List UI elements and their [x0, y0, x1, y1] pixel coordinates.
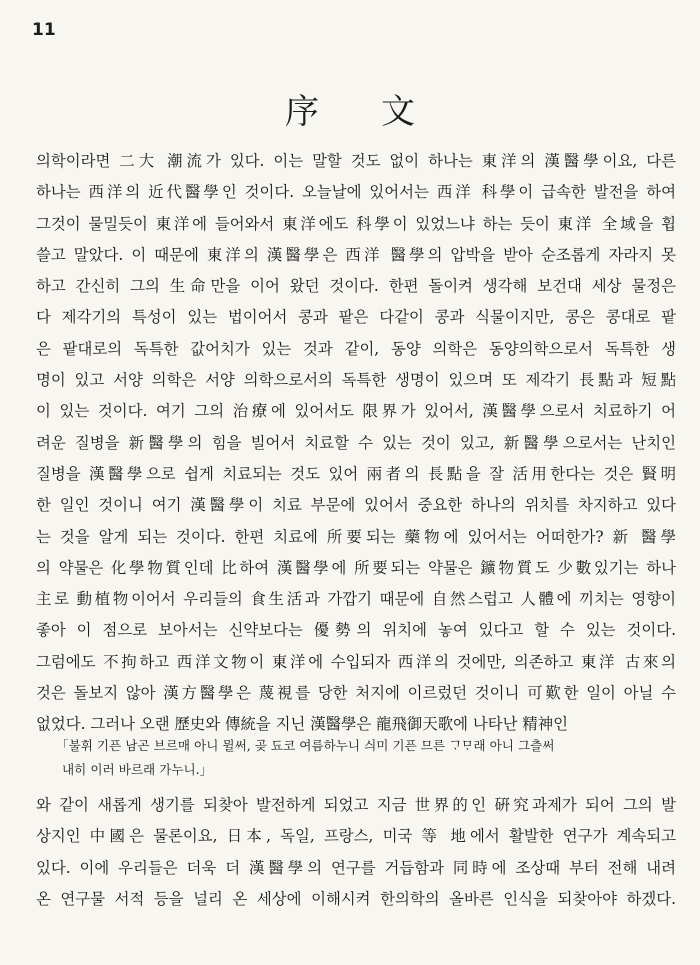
- quote-line: 내히 이러 바르래 가누니.」: [62, 762, 213, 777]
- text-line: 있다. 이에 우리들은 더욱 더 漢醫學의 연구를 거듭함과 同時에 조상때 부터 전해 내려: [36, 858, 676, 877]
- text-line: 쓸고 말았다. 이 때문에 東洋의 漢醫學은 西洋 醫學의 압박을 받아 순조롭게 자라지 못: [36, 245, 676, 264]
- text-line: 것은 돌보지 않아 漢方醫學은 蔑視를 당한 처지에 이르렀던 것이니 可歎한 일이 아닐 수: [36, 684, 676, 703]
- text-line: 그럼에도 不拘하고 西洋文物이 東洋에 수입되자 西洋의 것에만, 의존하고 東洋 古來의: [36, 652, 676, 671]
- text-line: 의학이라면 二大 潮流가 있다. 이는 말할 것도 없이 하나는 東洋의 漢醫學이요, 다른: [36, 152, 676, 170]
- text-line: 좋아 이 점으로 보아서는 신약보다는 優勢의 위치에 놓여 있다고 할 수 있는 것이다.: [36, 621, 676, 640]
- text-line: 와 같이 새롭게 생기를 되찾아 발전하게 되었고 지금 世界的인 硏究과제가 되어 그의 발: [36, 796, 676, 814]
- text-line: 질병을 漢醫學으로 쉽게 치료되는 것도 있어 兩者의 長點을 잘 活用한다는 것은 賢明: [36, 464, 676, 483]
- text-line: 온 연구물 서적 등을 널리 온 세상에 이해시켜 한의학의 올바른 인식을 되찾아야 하겠다.: [36, 889, 676, 908]
- text-line: 려운 질병을 新醫學의 힘을 빌어서 치료할 수 있는 것이 있고, 新醫學으로서는 난치인: [36, 433, 676, 452]
- quotation-block: [56, 734, 666, 782]
- text-line: 는 것을 알게 되는 것이다. 한편 치료에 所要되는 藥物에 있어서는 어떠한가? 新 醫學: [36, 527, 676, 546]
- text-line: 명이 있고 서양 의학은 서양 의학으로서의 독특한 생명이 있으며 또 제각기 長點과 短點: [36, 371, 676, 390]
- text-line: 하고 간신히 그의 生命만을 이어 왔던 것이다. 한편 돌이켜 생각해 보건대 세상 물정은: [36, 277, 676, 296]
- preface-paragraph-1: [36, 146, 676, 741]
- text-line: 없었다. 그러나 오랜 歷史와 傳統을 지닌 漢醫學은 龍飛御天歌에 나타난 精神인: [36, 715, 569, 734]
- text-line: 하나는 西洋의 近代醫學인 것이다. 오늘날에 있어서는 西洋 科學이 급속한 발전을 하여: [36, 183, 676, 202]
- page-title: 序文: [285, 92, 477, 132]
- text-line: 다 제각기의 특성이 있는 법이어서 콩과 팥은 다같이 콩과 식물이지만, 콩은 콩대로 팥: [36, 308, 676, 327]
- text-line: 한 일인 것이니 여기 漢醫學이 치료 부문에 있어서 중요한 하나의 위치를 차지하고 있다: [36, 496, 676, 515]
- quote-line: 「불휘 기픈 남곤 브르매 아니 뮐써, 곶 됴코 여름하누니 싀미 기픈 므른 ᄀᆞᄆᆞ래 아니 그츨써: [56, 738, 555, 753]
- text-line: 이 있는 것이다. 여기 그의 治療에 있어서도 限界가 있어서, 漢醫學으로서 치료하기 어: [36, 402, 676, 421]
- page-number: 11: [32, 20, 56, 40]
- text-line: 의 약물은 化學物質인데 比하여 漢醫學에 所要되는 약물은 鑛物質도 少數있기는 하나: [36, 558, 676, 577]
- text-line: 은 팥대로의 독특한 값어치가 있는 것과 같이, 동양 의학은 동양의학으로서 독특한 생: [36, 339, 676, 358]
- text-line: 그것이 물밀듯이 東洋에 들어와서 東洋에도 科學이 있었느냐 하는 듯이 東洋 全域을 휩: [36, 214, 676, 233]
- text-line: 主로 動植物이어서 우리들의 食生活과 가깝기 때문에 自然스럽고 人體에 끼치는 영향이: [36, 590, 676, 609]
- preface-paragraph-2: [36, 790, 676, 915]
- text-line: 상지인 中國은 물론이요, 日本, 독일, 프랑스, 미국 等 地에서 활발한 연구가 계속되고: [36, 827, 676, 846]
